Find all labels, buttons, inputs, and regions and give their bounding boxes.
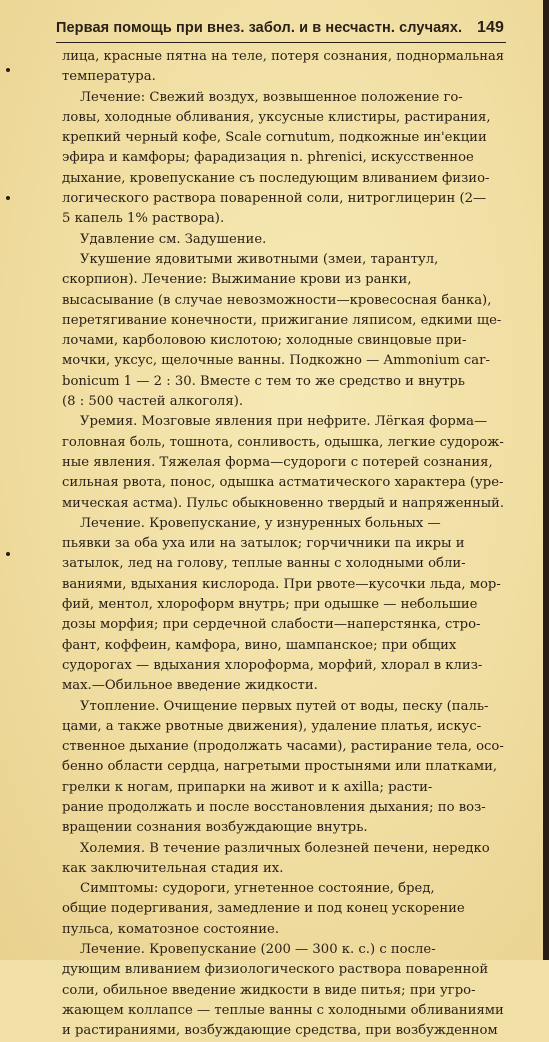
text-line: как заключительная стадия их.	[62, 860, 284, 876]
text-line: бенно области сердца, нагретыми простынями или платками,	[62, 759, 498, 775]
text-line: ваниями, вдыхания кислорода. При рвоте—кусочки льда, мор-	[62, 576, 501, 592]
text-line: дующим вливанием физиологического раствора поваренной	[62, 962, 489, 978]
text-line: Лечение. Кровепускание, у изнуренных больных —	[80, 515, 441, 531]
text-line: жающем коллапсе — теплые ванны с холодными обливаниями	[62, 1002, 504, 1018]
text-line: мочки, уксус, щелочные ванны. Подкожно — Ammonium car-	[62, 353, 490, 369]
text-line: пьявки за оба уха или на затылок; горчичники па икры и	[62, 536, 465, 552]
page-number: 149	[477, 19, 504, 36]
text-line: Утопление. Очищение первых путей от воды, песку (паль-	[80, 698, 489, 714]
running-title: Первая помощь при внез. забол. и в несчастн. случаях.	[56, 20, 463, 36]
text-line: ные явления. Тяжелая форма—судороги с потерей сознания,	[62, 454, 493, 470]
text-line: Удавление см. Задушение.	[80, 231, 267, 247]
text-line: лочами, карболовою кислотою; холодные свинцовые при-	[62, 333, 467, 349]
text-line: дозы морфия; при сердечной слабости—наперстянка, стро-	[62, 617, 481, 633]
text-line: соли, обильное введение жидкости в виде питья; при угро-	[62, 982, 476, 998]
text-line: крепкий черный кофе, Scale cornutum, подкожные ин'екции	[62, 130, 487, 146]
text-line: эфира и камфоры; фарадизация n. phrenici, искусственное	[62, 150, 474, 166]
text-line: температура.	[62, 69, 156, 85]
text-line: ловы, холодные обливания, уксусные клистиры, растирания,	[62, 109, 491, 125]
text-line: грелки к ногам, припарки на живот и к axilla; расти-	[62, 779, 433, 795]
text-line: судорогах — вдыхания хлороформа, морфий, хлорал в клиз-	[62, 657, 483, 673]
text-line: затылок, лед на голову, теплые ванны с холодными обли-	[62, 556, 466, 572]
text-line: общие подергивания, замедление и под конец ускорение	[62, 901, 465, 917]
text-line: Симптомы: судороги, угнетенное состояние, бред,	[80, 881, 435, 897]
text-line: головная боль, тошнота, сонливость, одышка, легкие судорож-	[62, 434, 504, 450]
text-line: сильная рвота, понос, одышка астматического характера (уре-	[62, 475, 504, 491]
text-line: Холемия. В течение различных болезней печени, нередко	[80, 840, 490, 856]
margin-dot	[6, 196, 10, 200]
text-line: Лечение. Кровепускание (200 — 300 к. с.) с после-	[80, 942, 436, 958]
text-line: ственное дыхание (продолжать часами), растирание тела, осо-	[62, 739, 504, 755]
margin-dot	[6, 68, 10, 72]
text-line: Лечение: Свежий воздух, возвышенное положение го-	[80, 89, 463, 105]
text-line: (8 : 500 частей алкоголя).	[62, 394, 244, 410]
text-line: цами, а также рвотные движения), удаление платья, искус-	[62, 718, 482, 734]
text-line: перетягивание конечности, прижигание ляписом, едкими ще-	[62, 312, 502, 328]
text-line: логического раствора поваренной соли, нитроглицерин (2—	[62, 191, 487, 207]
page-edge	[543, 0, 549, 960]
text-line: bonicum 1 — 2 : 30. Вместе с тем то же средство и внутрь	[62, 373, 465, 389]
margin-dot	[6, 552, 10, 556]
text-line: пульса, коматозное состояние.	[62, 921, 280, 937]
running-header	[56, 14, 506, 43]
text-line: рание продолжать и после восстановления дыхания; по воз-	[62, 799, 486, 815]
text-line: лица, красные пятна на теле, потеря сознания, поднормальная	[62, 49, 504, 64]
text-line: фий, ментол, хлороформ внутрь; при одышке — небольшие	[62, 597, 478, 613]
text-line: скорпион). Лечение: Выжимание крови из ранки,	[62, 272, 412, 288]
text-line: вращении сознания возбуждающие внутрь.	[62, 820, 368, 836]
text-line: фант, коффеин, камфора, вино, шампанское; при общих	[62, 637, 457, 653]
text-line: мах.—Обильное введение жидкости.	[62, 678, 318, 694]
text-line: мическая астма). Пульс обыкновенно твердый и напряженный.	[62, 495, 504, 511]
text-line: Укушение ядовитыми животными (змеи, тарантул,	[80, 251, 439, 267]
body-text	[62, 47, 504, 1042]
text-line: Уремия. Мозговые явления при нефрите. Лёгкая форма—	[80, 414, 488, 430]
text-line: и растираниями, возбуждающие средства, при возбужденном	[62, 1023, 498, 1039]
text-line: дыхание, кровепускание съ последующим вливанием физио-	[62, 170, 490, 186]
text-line: высасывание (в случае невозможности—кровесосная банка),	[62, 292, 492, 308]
text-line: 5 капель 1% раствора).	[62, 211, 225, 227]
